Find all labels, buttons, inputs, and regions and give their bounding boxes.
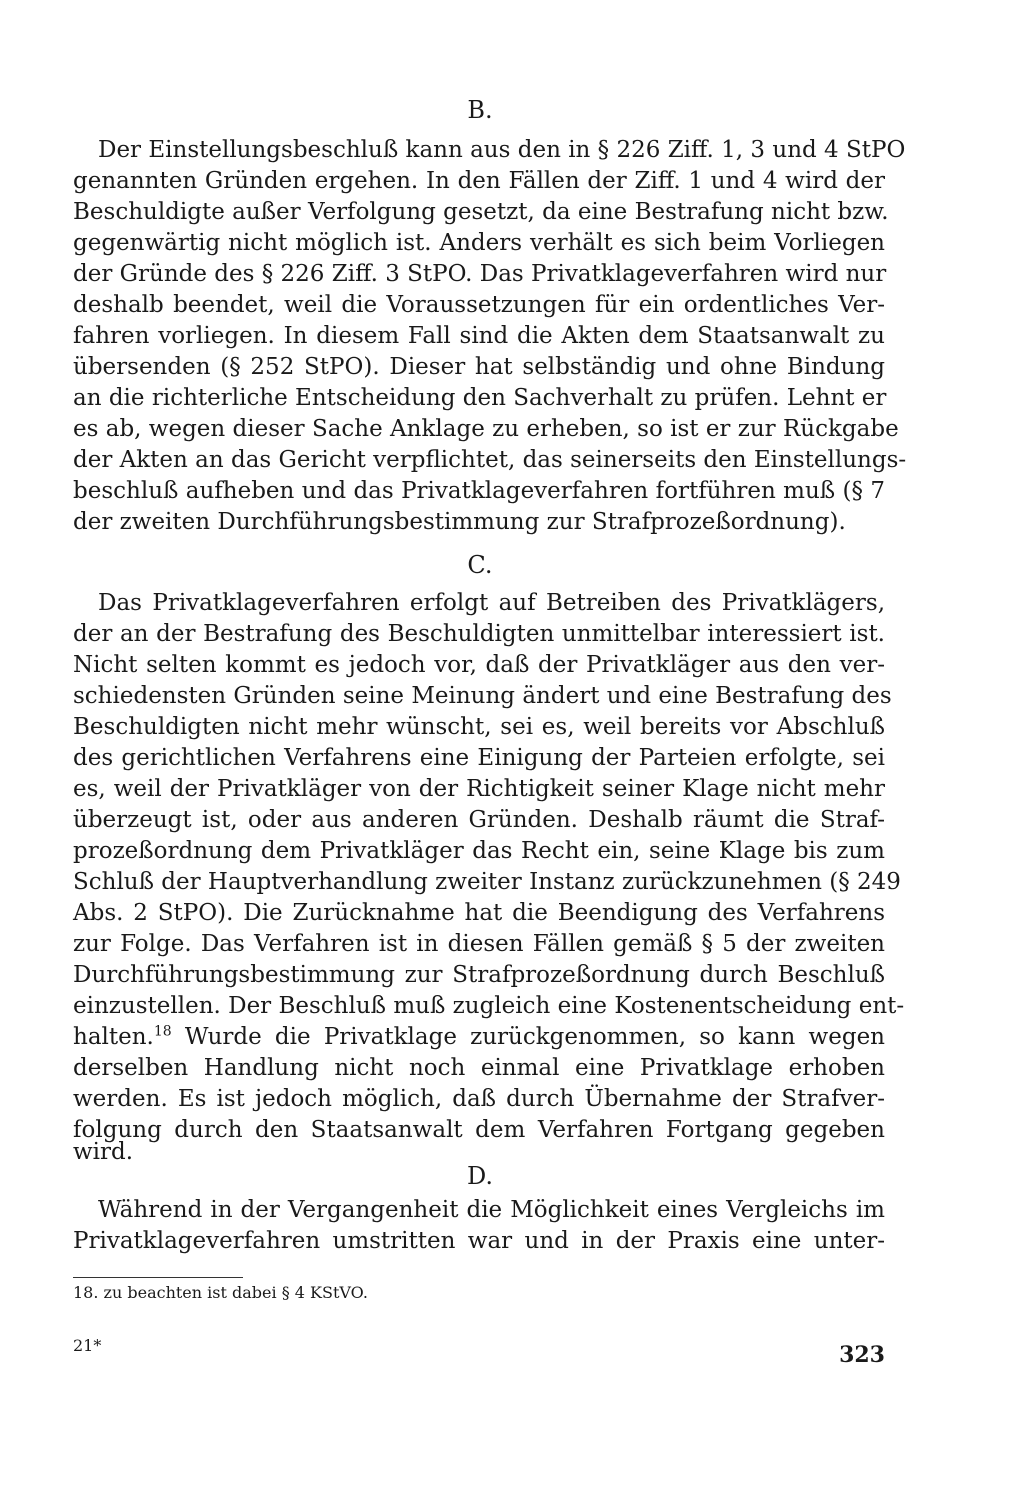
page-number: 323 xyxy=(839,1342,885,1368)
section-heading-c: C. xyxy=(467,551,493,579)
section-heading-d: D. xyxy=(466,1162,493,1190)
sheet-mark: 21* xyxy=(73,1336,102,1355)
text-line: zur Folge. Das Verfahren ist in diesen Fällen gemäß § 5 der zweiten xyxy=(73,931,885,957)
text-line: Nicht selten kommt es jedoch vor, daß der Privatkläger aus den ver- xyxy=(73,652,885,678)
text-line: werden. Es ist jedoch möglich, daß durch Übernahme der Strafver- xyxy=(73,1086,885,1112)
text-line: schiedensten Gründen seine Meinung ändert und eine Bestrafung des xyxy=(73,683,892,709)
text-line: der Gründe des § 226 Ziff. 3 StPO. Das Privatklageverfahren wird nur xyxy=(73,261,887,287)
text-line: übersenden (§ 252 StPO). Dieser hat selbständig und ohne Bindung xyxy=(73,354,885,380)
text-line: es ab, wegen dieser Sache Anklage zu erheben, so ist er zur Rückgabe xyxy=(73,416,899,442)
text-line: derselben Handlung nicht noch einmal eine Privatklage erhoben xyxy=(73,1055,885,1081)
text-line: Das Privatklageverfahren erfolgt auf Betreiben des Privatklägers, xyxy=(98,590,885,616)
text-segment: Wurde die Privatklage zurückgenommen, so kann wegen xyxy=(184,1024,885,1050)
text-line: es, weil der Privatkläger von der Richtigkeit seiner Klage nicht mehr xyxy=(73,776,885,802)
text-line: Durchführungsbestimmung zur Strafprozeßordnung durch Beschluß xyxy=(73,962,885,988)
text-line: Beschuldigte außer Verfolgung gesetzt, da eine Bestrafung nicht bzw. xyxy=(73,199,889,225)
text-line: der an der Bestrafung des Beschuldigten unmittelbar interessiert ist. xyxy=(73,621,885,647)
text-line: fahren vorliegen. In diesem Fall sind die Akten dem Staatsanwalt zu xyxy=(73,323,885,349)
text-line: beschluß aufheben und das Privatklageverfahren fortführen muß (§ 7 xyxy=(73,478,885,504)
footnote-divider xyxy=(73,1277,243,1278)
text-line-with-footnote xyxy=(73,1023,885,1051)
text-line: einzustellen. Der Beschluß muß zugleich eine Kostenentscheidung ent- xyxy=(73,993,905,1019)
text-line: des gerichtlichen Verfahrens eine Einigung der Parteien erfolgte, sei xyxy=(73,745,885,771)
text-line: der zweiten Durchführungsbestimmung zur Strafprozeßordnung). xyxy=(73,509,846,535)
footnote-text: 18. zu beachten ist dabei § 4 KStVO. xyxy=(73,1283,368,1302)
text-line: überzeugt ist, oder aus anderen Gründen. Deshalb räumt die Straf- xyxy=(73,807,885,833)
text-line: Beschuldigten nicht mehr wünscht, sei es, weil bereits vor Abschluß xyxy=(73,714,885,740)
text-line: Während in der Vergangenheit die Möglichkeit eines Vergleichs im xyxy=(98,1197,885,1223)
text-line: Schluß der Hauptverhandlung zweiter Instanz zurückzunehmen (§ 249 xyxy=(73,869,901,895)
text-line: deshalb beendet, weil die Voraussetzungen für ein ordentliches Ver- xyxy=(73,292,885,318)
footnote-reference: 18 xyxy=(153,1023,172,1040)
text-line: folgung durch den Staatsanwalt dem Verfahren Fortgang gegeben xyxy=(73,1117,885,1143)
text-line: prozeßordnung dem Privatkläger das Recht ein, seine Klage bis zum xyxy=(73,838,885,864)
text-line: gegenwärtig nicht möglich ist. Anders verhält es sich beim Vorliegen xyxy=(73,230,885,256)
text-line: wird. xyxy=(73,1139,134,1165)
text-line: Abs. 2 StPO). Die Zurücknahme hat die Beendigung des Verfahrens xyxy=(73,900,885,926)
text-line: an die richterliche Entscheidung den Sachverhalt zu prüfen. Lehnt er xyxy=(73,385,887,411)
text-line: Privatklageverfahren umstritten war und in der Praxis eine unter- xyxy=(73,1228,885,1254)
text-line: der Akten an das Gericht verpflichtet, das seinerseits den Einstellungs- xyxy=(73,447,907,473)
section-heading-b: B. xyxy=(467,96,493,124)
text-line: genannten Gründen ergehen. In den Fällen der Ziff. 1 und 4 wird der xyxy=(73,168,885,194)
text-segment: halten. xyxy=(73,1024,154,1050)
text-line: Der Einstellungsbeschluß kann aus den in § 226 Ziff. 1, 3 und 4 StPO xyxy=(98,137,906,163)
